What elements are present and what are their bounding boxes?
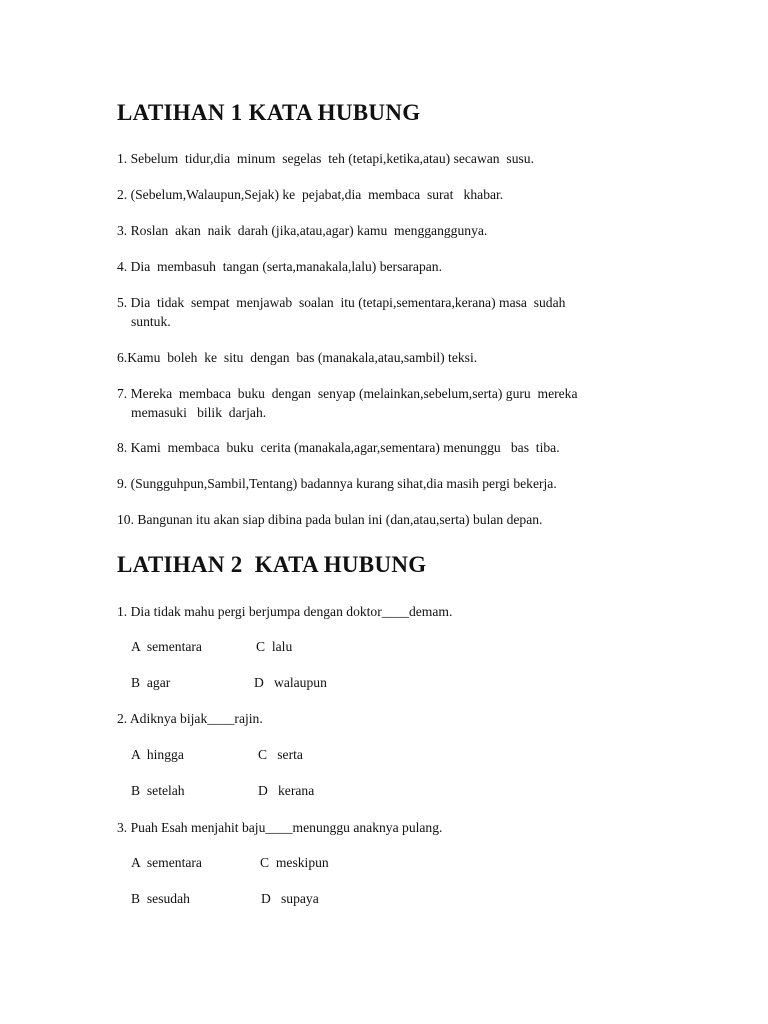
latihan-1-item-8: 8. Kami membaca buku cerita (manakala,agar,sementara) menunggu bas tiba. [117, 440, 560, 455]
latihan-1-item-5: 5. Dia tidak sempat menjawab soalan itu (tetapi,sementara,kerana) masa sudah [117, 295, 566, 310]
latihan-1-item-10: 10. Bangunan itu akan siap dibina pada bulan ini (dan,atau,serta) bulan depan. [117, 512, 543, 527]
q3-option-b: B sesudah [131, 891, 190, 906]
latihan-1-item-2: 2. (Sebelum,Walaupun,Sejak) ke pejabat,dia membaca surat khabar. [117, 187, 504, 202]
q3-option-a: A sementara [131, 855, 202, 870]
q3-option-c: C meskipun [260, 855, 329, 870]
latihan-1-item-6: 6.Kamu boleh ke situ dengan bas (manakala,atau,sambil) teksi. [117, 350, 478, 365]
q2-option-b: B setelah [131, 783, 185, 798]
q1-option-a: A sementara [131, 639, 202, 654]
q2-option-a: A hingga [131, 747, 184, 762]
latihan-2-title: LATIHAN 2 KATA HUBUNG [117, 552, 427, 577]
latihan-1-item-7-continued: memasuki bilik darjah. [131, 405, 267, 420]
q3-option-d: D supaya [261, 891, 319, 906]
q2-option-d: D kerana [258, 783, 315, 798]
q1-option-d: D walaupun [254, 675, 327, 690]
latihan-1-item-5-continued: suntuk. [131, 314, 171, 329]
latihan-1-item-9: 9. (Sungguhpun,Sambil,Tentang) badannya kurang sihat,dia masih pergi bekerja. [117, 476, 557, 491]
q2-option-c: C serta [258, 747, 303, 762]
latihan-2-question-1: 1. Dia tidak mahu pergi berjumpa dengan doktor____demam. [117, 604, 453, 619]
q1-option-c: C lalu [256, 639, 293, 654]
latihan-2-question-3: 3. Puah Esah menjahit baju____menunggu anaknya pulang. [117, 820, 443, 835]
latihan-1-item-3: 3. Roslan akan naik darah (jika,atau,agar) kamu mengganggunya. [117, 223, 488, 238]
latihan-1-item-4: 4. Dia membasuh tangan (serta,manakala,lalu) bersarapan. [117, 259, 442, 274]
latihan-1-title: LATIHAN 1 KATA HUBUNG [117, 100, 421, 125]
q1-option-b: B agar [131, 675, 171, 690]
latihan-2-question-2: 2. Adiknya bijak____rajin. [117, 711, 263, 726]
latihan-1-item-7: 7. Mereka membaca buku dengan senyap (melainkan,sebelum,serta) guru mereka [117, 386, 578, 401]
latihan-1-item-1: 1. Sebelum tidur,dia minum segelas teh (tetapi,ketika,atau) secawan susu. [117, 151, 534, 166]
